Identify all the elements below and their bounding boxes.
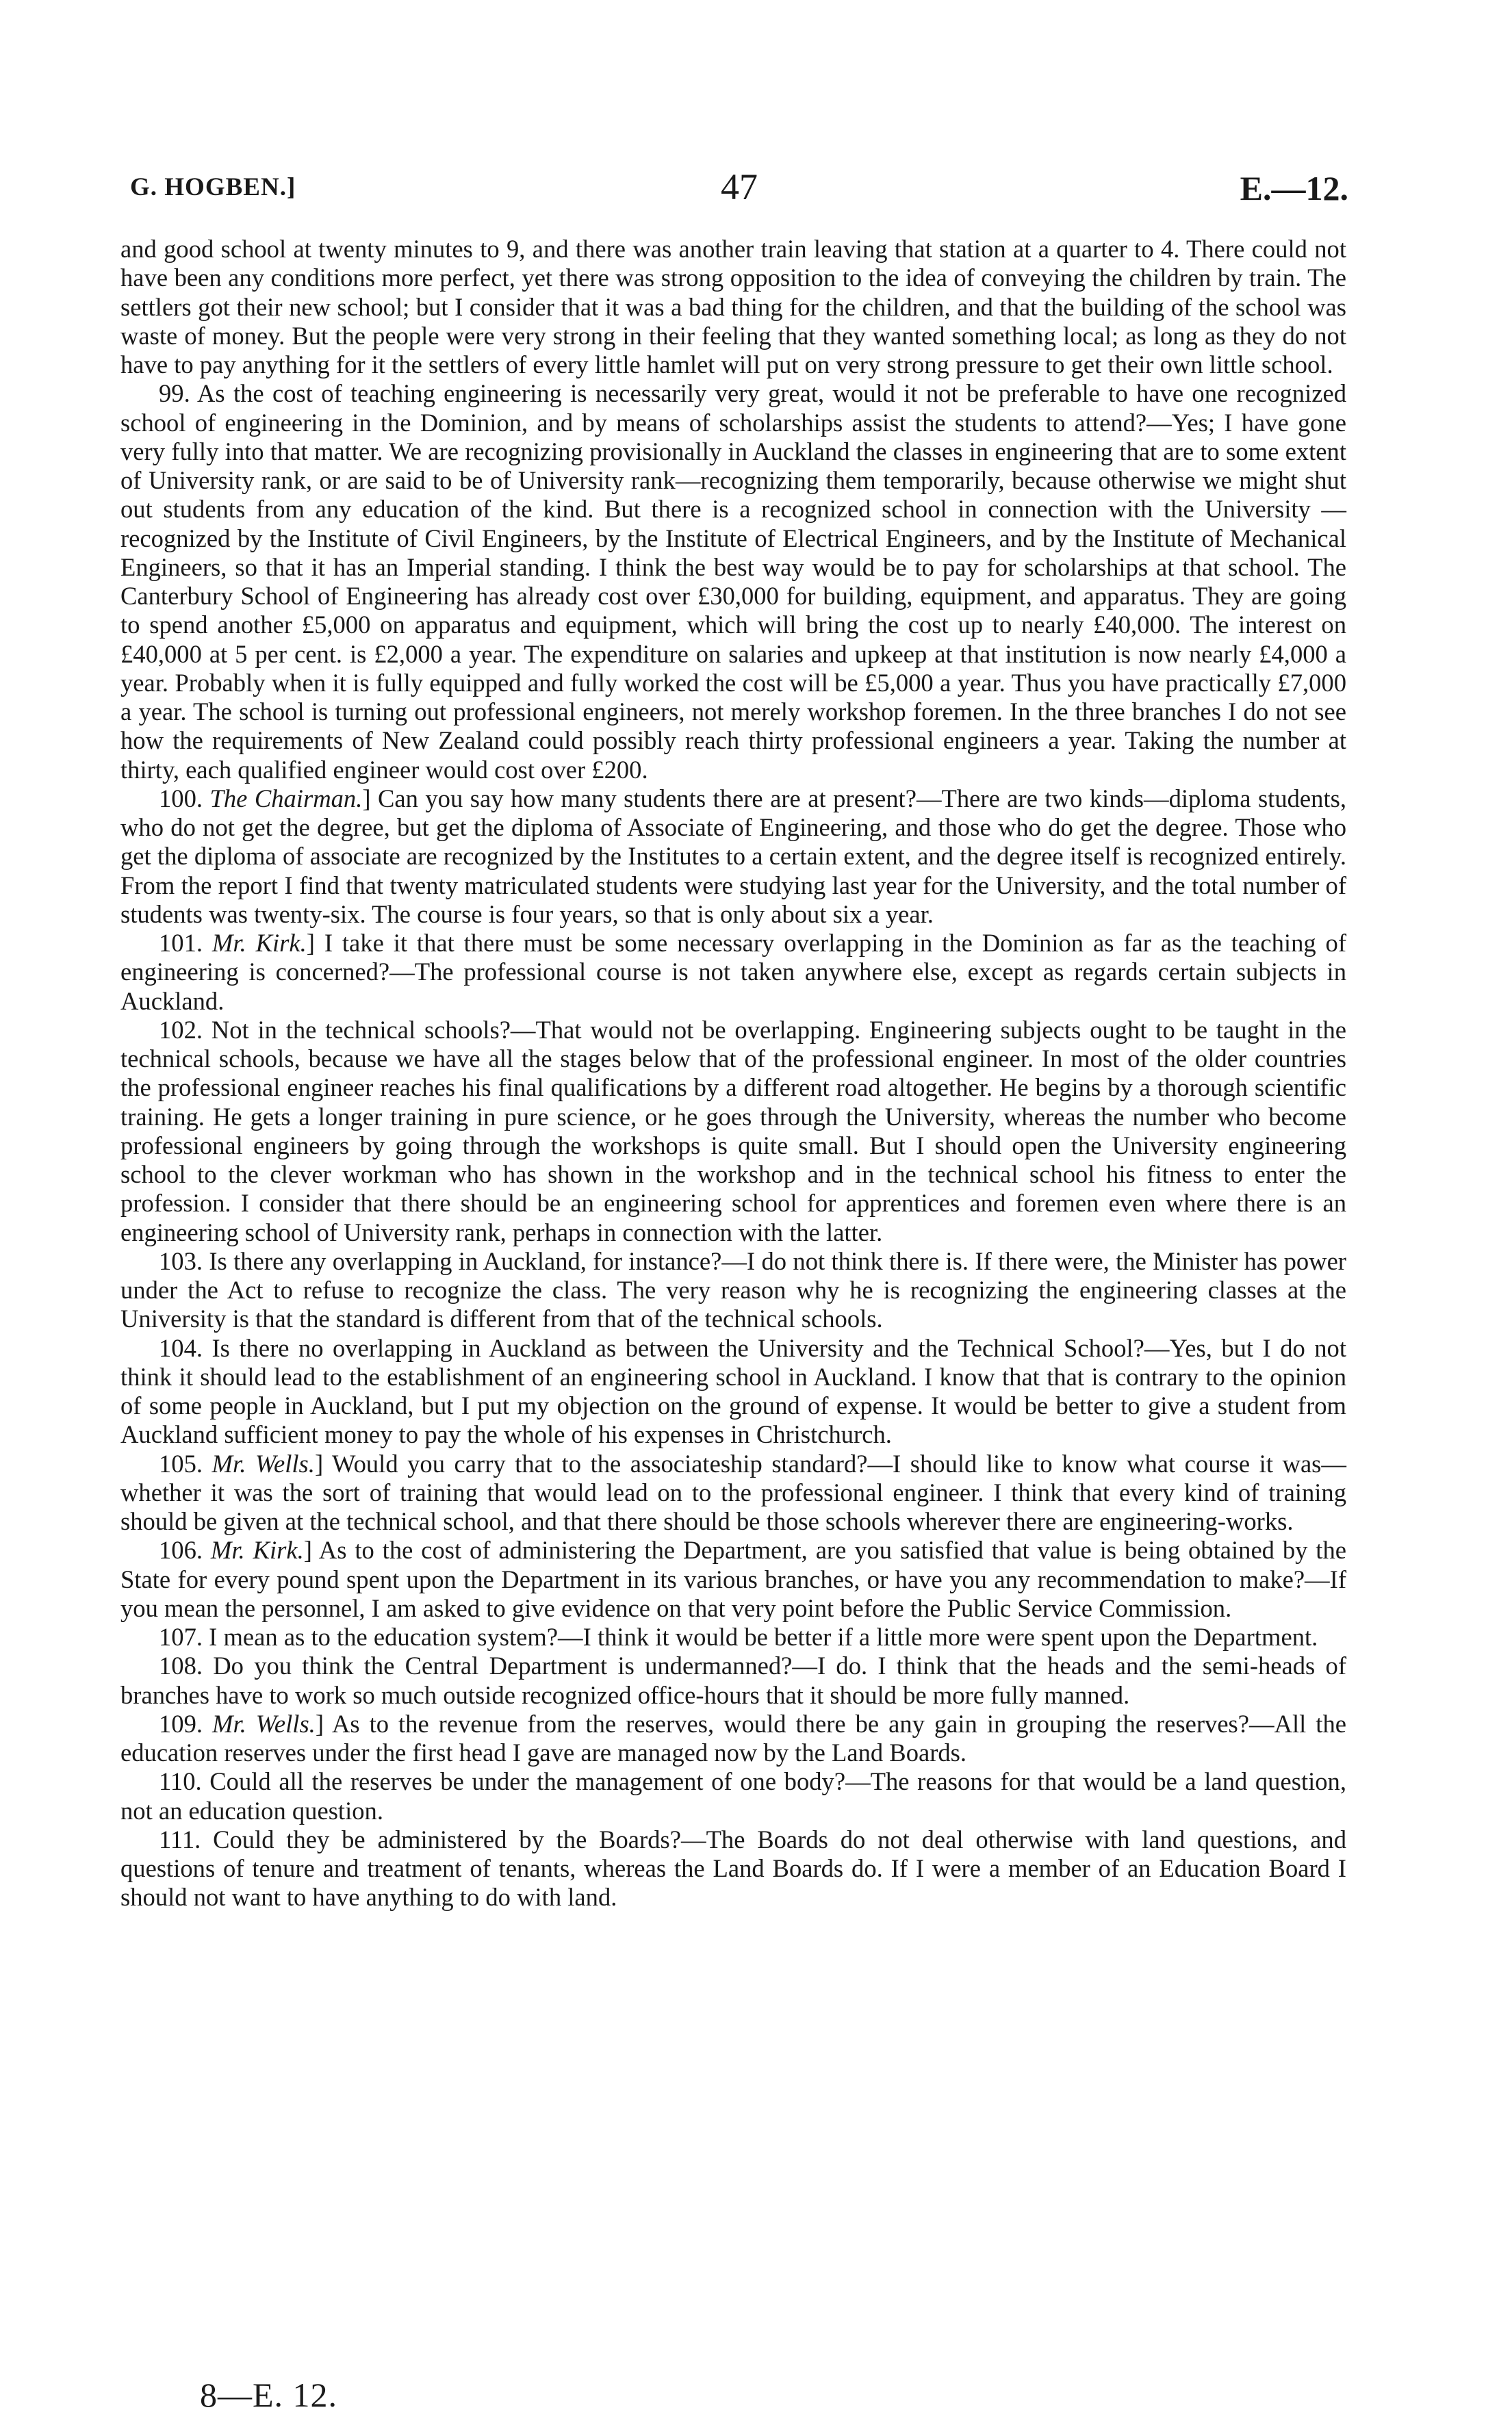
speaker-name: The Chairman. [209, 784, 363, 812]
paragraph-105: 105. Mr. Wells.] Would you carry that to the associateship standard?—I should like to know what course it was—whether it was the sort of training that would lead on to the professional engineer. I think that every kind of training should be given at the technical school, and that there should be those schools wherever there are engineering-works. [120, 1449, 1346, 1535]
speaker-name: Mr. Wells. [212, 1709, 316, 1738]
paragraph-104: 104. Is there no overlapping in Auckland as between the University and the Technical School?—Yes, but I do not think it should lead to the establishment of an engineering school in Auckland. I know that that is contrary to the opinion of some people in Auckland, but I put my objection on the ground of expense. It would be better to give a student from Auckland sufficient money to pay the whole of his expenses in Christchurch. [120, 1333, 1346, 1449]
paragraph-100: 100. The Chairman.] Can you say how many students there are at present?—There are two kinds—diploma students, who do not get the degree, but get the diploma of Associate of Engineering, and those who do get the degree. Those who get the diploma of associate are recognized by the Institutes to a certain extent, and the degree itself is recognized entirely. From the report I find that twenty matriculated students were studying last year for the University, and the total number of students was twenty-six. The course is four years, so that is only about six a year. [120, 784, 1346, 928]
speaker-name: Mr. Wells. [212, 1449, 315, 1478]
paragraph-107: 107. I mean as to the education system?—I think it would be better if a little more were spent upon the Department. [159, 1623, 1318, 1651]
paragraph-99: 99. As the cost of teaching engineering is necessarily very great, would it not be preferable to have one recognized school of engineering in the Dominion, and by means of scholarships assist the students to attend?—Yes; I have gone very fully into that matter. We are recognizing provisionally in Auckland the classes in engineering that are to some extent of University rank, or are said to be of University rank—recognizing them temporarily, because otherwise we might shut out students from any education of the kind. But there is a recognized school in connection with the University — recognized by the Institute of Civil Engineers, by the Institute of Electrical Engineers, and by the Institute of Mechanical Engineers, so that it has an Imperial standing. I think the best way would be to pay for scholarships at that school. The Canterbury School of Engineering has already cost over £30,000 for building, equipment, and apparatus. They are going to spend another £5,000 on apparatus and equipment, which will bring the cost up to nearly £40,000. The interest on £40,000 at 5 per cent. is £2,000 a year. The expenditure on salaries and upkeep at that institution is now nearly £4,000 a year. Probably when it is fully equipped and fully worked the cost will be £5,000 a year. Thus you have practically £7,000 a year. The school is turning out professional engineers, not merely workshop foremen. In the three branches I do not see how the requirements of New Zealand could possibly reach thirty professional engineers a year. Taking the number at thirty, each qualified engineer would cost over £200. [120, 379, 1346, 784]
paper-reference: E.—12. [1240, 169, 1348, 207]
paragraph-101: 101. Mr. Kirk.] I take it that there must be some necessary overlapping in the Dominion as far as the teaching of engineering is concerned?—The professional course is not taken anywhere else, except as regards certain subjects in Auckland. [120, 929, 1346, 1015]
paragraph: and good school at twenty minutes to 9, and there was another train leaving that station at a quarter to 4. There could not have been any conditions more perfect, yet there was strong opposition to the idea of conveying the children by train. The settlers got their new school; but I consider that it was a bad thing for the children, and that the building of the school was waste of money. But the people were very strong in their feeling that they wanted something local; as long as they do not have to pay anything for it the settlers of every little hamlet will put on very strong pressure to get their own little school. [120, 235, 1346, 378]
paragraph-108: 108. Do you think the Central Department is undermanned?—I do. I think that the heads and the semi-heads of branches have to work so much outside recognized office-hours that it should be more fully manned. [120, 1652, 1346, 1709]
paragraph-110: 110. Could all the reserves be under the management of one body?—The reasons for that would be a land question, not an education question. [120, 1767, 1346, 1825]
page-number: 47 [721, 166, 758, 207]
paragraph-109: 109. Mr. Wells.] As to the revenue from the reserves, would there be any gain in grouping the reserves?—All the education reserves under the first head I gave are managed now by the Land Boards. [120, 1709, 1346, 1767]
header-witness-name: G. HOGBEN.] [130, 173, 296, 201]
paragraph-102: 102. Not in the technical schools?—That would not be overlapping. Engineering subjects ought to be taught in the technical schools, because we have all the stages below that of the professional engineer. In most of the older countries the professional engineer reaches his final qualifications by a different road altogether. He begins by a thorough scientific training. He gets a longer training in pure science, or he goes through the University, whereas the number who become professional engineers by going through the workshops is quite small. But I should open the University engineering school to the clever workman who has shown in the workshop and in the technical school his fitness to enter the profession. I consider that there should be an engineering school for apprentices and foremen even where there is an engineering school of University rank, perhaps in connection with the latter. [120, 1015, 1346, 1246]
paragraph-103: 103. Is there any overlapping in Auckland, for instance?—I do not think there is. If there were, the Minister has power under the Act to refuse to recognize the class. The very reason why he is recognizing the engineering classes at the University is that the standard is different from that of the technical schools. [120, 1246, 1346, 1333]
paragraph-111: 111. Could they be administered by the Boards?—The Boards do not deal otherwise with land questions, and questions of tenure and treatment of tenants, whereas the Land Boards do. If I were a member of an Education Board I should not want to have anything to do with land. [120, 1825, 1346, 1912]
signature-mark: 8—E. 12. [200, 2376, 338, 2414]
speaker-name: Mr. Kirk. [212, 929, 307, 957]
paragraph-106: 106. Mr. Kirk.] As to the cost of administering the Department, are you satisfied that value is being obtained by the State for every pound spent upon the Department in its various branches, or have you any recommendation to make?—If you mean the personnel, I am asked to give evidence on that very point before the Public Service Commission. [120, 1536, 1346, 1622]
speaker-name: Mr. Kirk. [210, 1536, 304, 1565]
evidence-body [120, 235, 1346, 1912]
page-header [130, 166, 1348, 214]
